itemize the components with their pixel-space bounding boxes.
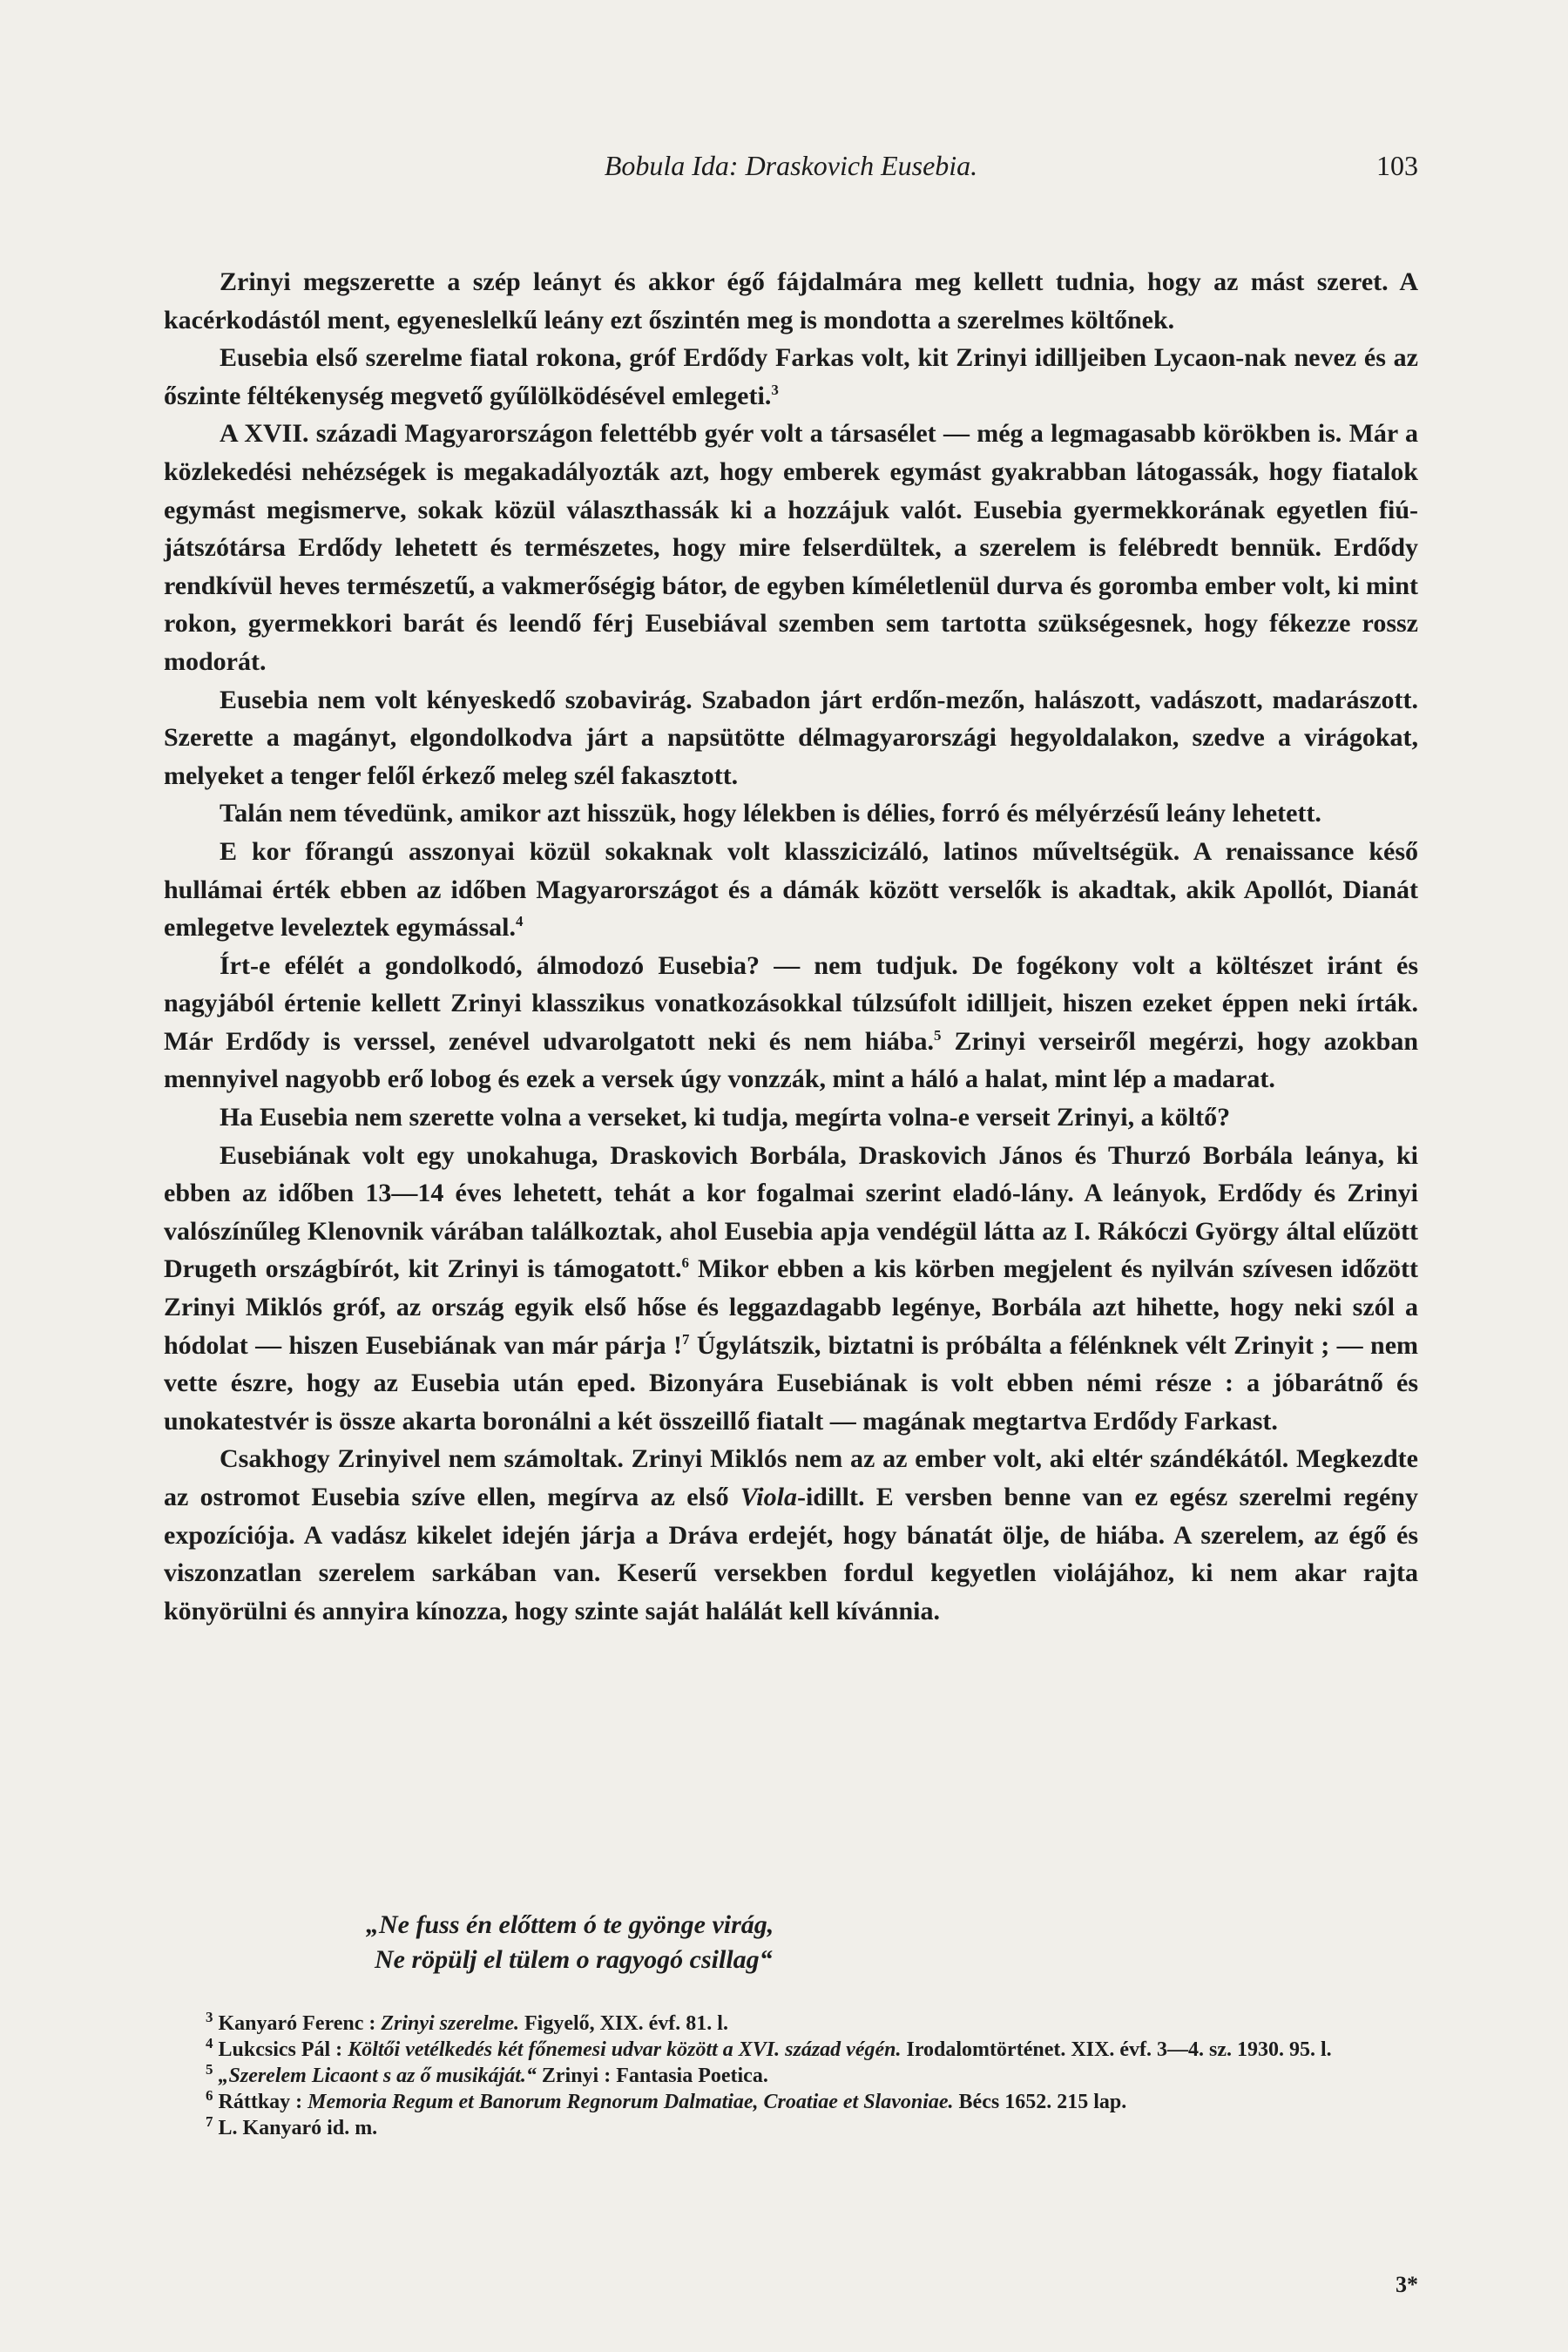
- running-title: Bobula Ida: Draskovich Eusebia.: [604, 150, 978, 181]
- body-text: [164, 263, 1418, 1630]
- footnote: $^7$ L. Kanyaró id. m.: [206, 2113, 378, 2139]
- paragraph: A XVII. századi Magyarországon felettébb gyér volt a társasélet — még a legmagasabb körökben is. Már a közlekedési nehézségek is megakadályozták azt, hogy emberek egymást gyakrabban látogassák, hogy fiatalok egymást megismerve, sokak közül választhassák ki a hozzájuk valót. Eusebia gyermekkorának egyetlen fiú-játszótársa Erdődy lehetett és természetes, hogy mire felserdültek, a szerelem is felébredt bennük. Erdődy rendkívül heves természetű, a vakmerőségig bátor, de egyben kíméletlenül durva és goromba ember volt, ki mint rokon, gyermekkori barát és leendő férj Eusebiával szemben sem tartotta szükségesnek, hogy fékezze rossz modorát.: [164, 419, 1418, 676]
- paragraph: Zrinyi megszerette a szép leányt és akkor égő fájdalmára meg kellett tudnia, hogy az mást szeret. A kacérkodástól ment, egyeneslelkű leány ezt őszintén meg is mondotta a szerelmes költőnek.: [164, 267, 1418, 335]
- footnote-ref: 7: [681, 1330, 690, 1348]
- footnote-ref: 3: [771, 381, 779, 398]
- paragraph: Eusebiának volt egy unokahuga, Draskovich Borbála, Draskovich János és Thurzó Borbála leánya, ki ebben az időben 13—14 éves lehetett, tehát a kor fogalmai szerint eladó-lány. A leányok, Erdődy és Zrinyi valószínűleg Klenovnik várában találkoztak, ahol Eusebia apja vendégül látta az I. Rákóczi György által elűzött Drugeth országbírót, kit Zrinyi is támogatott.$^6$ Mikor ebben a kis körben megjelent és nyilván szívesen időzött Zrinyi Miklós gróf, az ország egyik első hőse és leggazdagabb legénye, Borbála azt hihette, hogy neki szól a hódolat — hiszen Eusebiának van már párja !$^7$ Úgylátszik, biztatni is próbálta a félénknek vélt Zrinyit ; — nem vette észre, hogy az Eusebia után eped. Bizonyára Eusebiának is volt ebben némi része : a jóbarátnő és unokatestvér is össze akarta boronálni a két összeillő fiatalt — magának megtartva Erdődy Farkast.: [164, 1140, 1418, 1436]
- paragraph: Eusebia nem volt kényeskedő szobavirág. Szabadon járt erdőn-mezőn, halászott, vadászott, madarászott. Szerette a magányt, elgondolkodva járt a napsütötte délmagyarországi hegyoldalakon, szedve a virágokat, melyeket a tenger felől érkező meleg szél fakasztott.: [164, 685, 1418, 790]
- footnotes: [164, 2011, 1418, 2141]
- page-header: [164, 150, 1418, 199]
- page-number: 103: [1376, 150, 1418, 181]
- footnote: $^4$ Lukcsics Pál : Költői vetélkedés két főnemesi udvar között a XVI. század végén. Irodalomtörténet. XIX. évf. 3—4. sz. 1930. 95. l.: [206, 2035, 1332, 2061]
- verse-quote: [366, 1908, 1237, 1977]
- paragraph: Talán nem tévedünk, amikor azt hisszük, hogy lélekben is délies, forró és mélyérzésű leány lehetett.: [220, 799, 1321, 828]
- footnote: $^3$ Kanyaró Ferenc : Zrinyi szerelme. Figyelő, XIX. évf. 81. l.: [206, 2009, 728, 2035]
- paragraph: E kor főrangú asszonyai közül sokaknak volt klasszicizáló, latinos műveltségük. A renaissance késő hullámai érték ebben az időben Magyarországot és a dámák között verselők is akadtak, akik Apollót, Dianát emlegetve leveleztek egymással.$^4$: [164, 836, 1418, 943]
- paragraph: Írt-e efélét a gondolkodó, álmodozó Eusebia? — nem tudjuk. De fogékony volt a költészet iránt és nagyjából értenie kellett Zrinyi klasszikus vonatkozásokkal túlzsúfolt idilljeit, hiszen ezeket éppen neki írták. Már Erdődy is verssel, zenével udvarolgatott neki és nem hiába.$^5$ Zrinyi verseiről megérzi, hogy azokban mennyivel nagyobb erő lobog és ezek a versek úgy vonzzák, mint a háló a halat, mint lép a madarat.: [164, 950, 1418, 1094]
- paragraph: Ha Eusebia nem szerette volna a verseket, ki tudja, megírta volna-e verseit Zrinyi, a költő?: [220, 1103, 1231, 1132]
- footnote-ref: 5: [934, 1026, 942, 1044]
- verse-line: „Ne fuss én előttem ó te gyönge virág,: [366, 1910, 774, 1939]
- footnote: $^5$ „Szerelem Licaont s az ő musikáját.“ Zrinyi : Fantasia Poetica.: [206, 2061, 768, 2087]
- italic-title: Viola: [740, 1483, 797, 1511]
- verse-line: Ne röpülj el tülem o ragyogó csillag“: [375, 1945, 773, 1974]
- signature-mark: 3*: [1396, 2272, 1418, 2297]
- paragraph: Csakhogy Zrinyivel nem számoltak. Zrinyi Miklós nem az az ember volt, aki eltér szándékától. Megkezdte az ostromot Eusebia szíve ellen, megírva az első Viola-idillt. E versben benne van ez egész szerelmi regény expozíciója. A vadász kikelet idején járja a Dráva erdejét, hogy bánatát ölje, de hiába. A szerelem, az égő és viszonzatlan szerelem sarkában van. Keserű versekben fordul kegyetlen violájához, ki nem akar rajta könyörülni és annyira kínozza, hogy szinte saját halálát kell kívánnia.: [164, 1444, 1418, 1625]
- paragraph: Eusebia első szerelme fiatal rokona, gróf Erdődy Farkas volt, kit Zrinyi idilljeiben Lycaon-nak nevez és az őszinte féltékenység megvető gyűlölködésével emlegeti.$^3$: [164, 343, 1418, 410]
- footnote: $^6$ Ráttkay : Memoria Regum et Banorum Regnorum Dalmatiae, Croatiae et Slavoniae. Bécs 1652. 215 lap.: [206, 2087, 1127, 2113]
- footnote-ref: 4: [516, 913, 524, 930]
- footnote-ref: 6: [681, 1254, 690, 1272]
